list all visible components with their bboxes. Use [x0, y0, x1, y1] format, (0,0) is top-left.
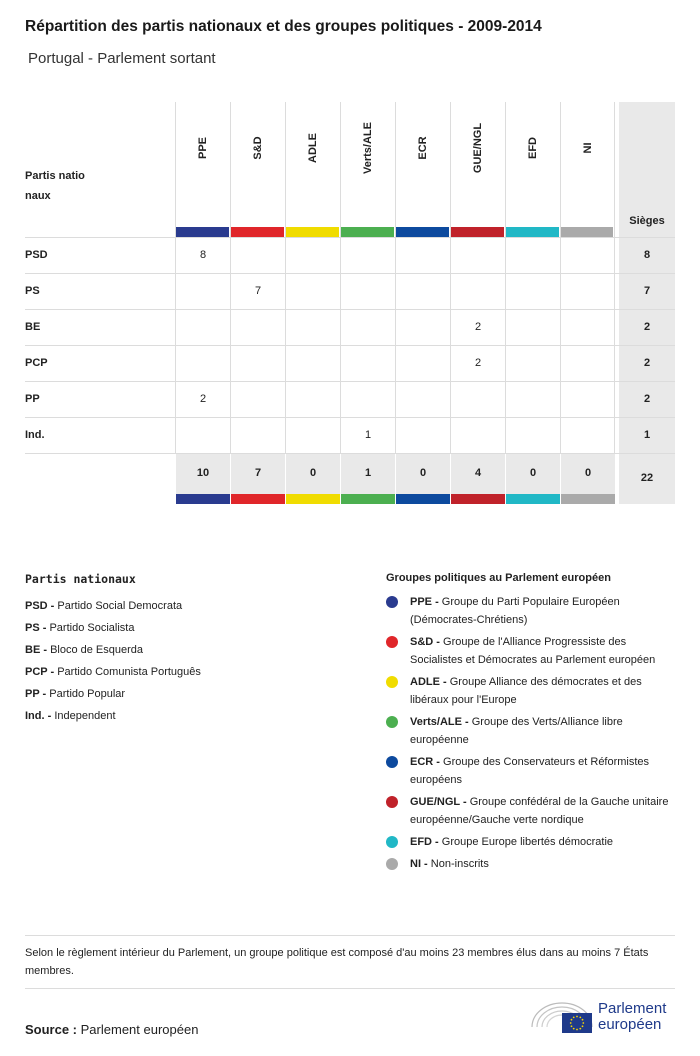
seat-count-cell: 2 — [175, 382, 230, 417]
hemicycle-flag-icon — [528, 997, 596, 1037]
group-color-dot-icon — [386, 716, 398, 728]
group-total-cell — [505, 454, 560, 504]
party-legend-item — [25, 661, 355, 683]
seat-count-cell — [340, 382, 395, 417]
group-color-dot-icon — [386, 676, 398, 688]
group-color-bar — [506, 227, 559, 237]
group-label: Verts/ALE — [362, 122, 374, 174]
group-full-name: Groupe Europe libertés démocratie — [441, 836, 614, 848]
group-total-value: 0 — [396, 454, 450, 494]
group-label: GUE/NGL — [472, 122, 484, 174]
group-total-value: 4 — [451, 454, 505, 494]
page-title: Répartition des partis nationaux et des groupes politiques - 2009-2014 — [25, 18, 542, 35]
group-color-bar — [396, 494, 450, 504]
group-total-cell — [230, 454, 285, 504]
group-color-dot-icon — [386, 636, 398, 648]
seat-count-cell — [340, 346, 395, 381]
seat-count-cell: 2 — [450, 346, 505, 381]
group-column-header — [395, 102, 450, 237]
group-total-cell — [560, 454, 615, 504]
source-line — [25, 1022, 198, 1037]
party-legend-heading: Partis nationaux — [25, 572, 136, 586]
group-color-bar — [341, 494, 395, 504]
group-color-dot-icon — [386, 796, 398, 808]
group-color-bar — [506, 494, 560, 504]
table-row — [25, 237, 675, 273]
seat-count-cell — [175, 346, 230, 381]
table-row — [25, 345, 675, 381]
table-header — [25, 102, 675, 237]
party-legend — [25, 572, 355, 727]
group-color-bar — [451, 227, 504, 237]
seat-count-cell — [175, 418, 230, 453]
seat-count-cell — [505, 418, 560, 453]
seat-count-cell — [395, 346, 450, 381]
group-color-dot-icon — [386, 858, 398, 870]
party-abbr: PP - — [25, 688, 47, 700]
seat-count-cell — [560, 274, 615, 309]
source-value: Parlement européen — [80, 1022, 199, 1037]
group-full-name: Groupe Alliance des démocrates et des libéraux pour l'Europe — [410, 676, 642, 706]
party-name: Ind. — [25, 429, 45, 441]
party-total-cell: 1 — [619, 418, 675, 453]
seat-count-cell — [450, 238, 505, 273]
group-abbr: Verts/ALE - — [410, 716, 469, 728]
seat-count-cell — [230, 418, 285, 453]
group-legend-item — [386, 833, 676, 851]
group-label: ECR — [417, 136, 429, 160]
group-color-bar — [231, 494, 285, 504]
group-color-dot-icon — [386, 596, 398, 608]
seat-count-cell — [230, 310, 285, 345]
group-color-bar — [341, 227, 394, 237]
seat-count-cell — [285, 238, 340, 273]
seat-count-cell — [340, 274, 395, 309]
group-column-header — [285, 102, 340, 237]
party-full-name: Bloco de Esquerda — [50, 644, 144, 656]
group-column-header — [450, 102, 505, 237]
party-total-cell: 2 — [619, 310, 675, 345]
party-name: PSD — [25, 249, 48, 261]
group-column-header — [560, 102, 615, 237]
group-full-name: Groupe de l'Alliance Progressiste des Socialistes et Démocrates au Parlement européen — [410, 636, 656, 666]
group-totals-row — [25, 453, 675, 504]
group-total-cell — [395, 454, 450, 504]
grand-total-cell: 22 — [619, 454, 675, 504]
group-total-value: 10 — [176, 454, 230, 494]
group-total-cell — [340, 454, 395, 504]
group-total-value: 0 — [286, 454, 340, 494]
party-name: PS — [25, 285, 40, 297]
group-label: S&D — [252, 136, 264, 160]
seat-count-cell — [450, 418, 505, 453]
group-color-bar — [286, 494, 340, 504]
seat-count-cell: 1 — [340, 418, 395, 453]
party-full-name: Partido Social Democrata — [57, 600, 183, 612]
party-full-name: Partido Socialista — [49, 622, 135, 634]
party-abbr: Ind. - — [25, 710, 52, 722]
seat-count-cell — [505, 310, 560, 345]
seat-count-cell — [450, 382, 505, 417]
table-row — [25, 273, 675, 309]
group-full-name: Groupe des Conservateurs et Réformistes européens — [410, 756, 650, 786]
group-legend-item — [386, 793, 676, 829]
group-abbr: PPE - — [410, 596, 439, 608]
seat-count-cell — [560, 382, 615, 417]
group-label: PPE — [197, 136, 209, 160]
party-legend-item — [25, 617, 355, 639]
seat-count-cell — [505, 274, 560, 309]
seat-count-cell — [175, 274, 230, 309]
group-full-name: Groupe du Parti Populaire Européen (Démocrates-Chrétiens) — [410, 596, 620, 626]
party-abbr: PCP - — [25, 666, 55, 678]
group-abbr: ECR - — [410, 756, 440, 768]
group-legend-heading: Groupes politiques au Parlement européen — [386, 572, 611, 584]
logo-text — [598, 1001, 666, 1033]
parliament-logo — [528, 997, 678, 1039]
seat-count-cell — [285, 274, 340, 309]
group-label: EFD — [527, 137, 539, 159]
party-total-cell: 2 — [619, 346, 675, 381]
party-full-name: Independent — [54, 710, 116, 722]
group-total-cell — [450, 454, 505, 504]
logo-line-2: européen — [598, 1016, 662, 1033]
seat-count-cell — [230, 238, 285, 273]
group-color-bar — [451, 494, 505, 504]
seat-count-cell — [395, 418, 450, 453]
seat-count-cell — [230, 382, 285, 417]
divider — [25, 935, 675, 936]
group-color-bar — [561, 227, 613, 237]
seat-count-cell — [395, 274, 450, 309]
seat-count-cell — [560, 346, 615, 381]
group-total-value: 0 — [506, 454, 560, 494]
group-color-dot-icon — [386, 836, 398, 848]
party-legend-item — [25, 683, 355, 705]
party-full-name: Partido Comunista Português — [57, 666, 201, 678]
group-color-bar — [396, 227, 449, 237]
group-label: NI — [581, 142, 594, 154]
seat-count-cell — [285, 382, 340, 417]
seat-count-cell — [285, 346, 340, 381]
seat-count-cell — [450, 274, 505, 309]
group-full-name: Groupe des Verts/Alliance libre européenne — [410, 716, 623, 746]
group-total-value: 1 — [341, 454, 395, 494]
party-column-header: Partis nationaux — [25, 170, 85, 202]
party-full-name: Partido Popular — [49, 688, 126, 700]
footnote: Selon le règlement intérieur du Parlement, un groupe politique est composé d'au moins 23 membres élus dans au moins 7 États membres. — [25, 947, 649, 977]
seats-column-header: Sièges — [629, 215, 665, 227]
seat-count-cell — [505, 238, 560, 273]
seat-count-cell — [340, 310, 395, 345]
group-color-bar — [176, 227, 229, 237]
group-abbr: NI - — [410, 858, 428, 870]
seat-count-cell — [395, 310, 450, 345]
party-name: BE — [25, 321, 41, 333]
seat-count-cell — [285, 418, 340, 453]
group-full-name: Non-inscrits — [430, 858, 489, 870]
divider — [25, 988, 675, 989]
party-legend-item — [25, 705, 355, 727]
seat-count-cell: 7 — [230, 274, 285, 309]
party-total-cell: 7 — [619, 274, 675, 309]
group-abbr: ADLE - — [410, 676, 447, 688]
party-total-cell: 2 — [619, 382, 675, 417]
group-total-value: 0 — [561, 454, 615, 494]
group-color-bar — [561, 494, 615, 504]
group-legend-item — [386, 713, 676, 749]
group-column-header — [340, 102, 395, 237]
party-name: PP — [25, 393, 40, 405]
group-column-header — [230, 102, 285, 237]
group-full-name: Groupe confédéral de la Gauche unitaire européenne/Gauche verte nordique — [410, 796, 669, 826]
group-label: ADLE — [307, 133, 319, 163]
table-row — [25, 381, 675, 417]
group-legend-item — [386, 855, 676, 873]
seat-count-cell — [505, 346, 560, 381]
source-label: Source : — [25, 1022, 78, 1037]
seat-count-cell — [560, 418, 615, 453]
seat-count-cell — [340, 238, 395, 273]
seat-count-cell — [395, 382, 450, 417]
group-legend-item — [386, 673, 676, 709]
table-row — [25, 309, 675, 345]
seat-count-cell — [505, 382, 560, 417]
group-legend-item — [386, 753, 676, 789]
group-total-cell — [175, 454, 230, 504]
group-column-header — [505, 102, 560, 237]
party-name: PCP — [25, 357, 48, 369]
group-total-cell — [285, 454, 340, 504]
party-abbr: PSD - — [25, 600, 55, 612]
group-total-value: 7 — [231, 454, 285, 494]
party-abbr: PS - — [25, 622, 47, 634]
seat-count-cell: 8 — [175, 238, 230, 273]
party-abbr: BE - — [25, 644, 47, 656]
group-color-dot-icon — [386, 756, 398, 768]
seat-count-cell — [560, 238, 615, 273]
group-color-bar — [231, 227, 284, 237]
party-legend-item — [25, 639, 355, 661]
logo-line-1: Parlement — [598, 1000, 667, 1017]
party-legend-item — [25, 595, 355, 617]
seat-count-cell — [175, 310, 230, 345]
party-total-cell: 8 — [619, 238, 675, 273]
group-legend — [386, 572, 676, 877]
group-color-bar — [176, 494, 230, 504]
group-color-bar — [286, 227, 339, 237]
group-legend-item — [386, 593, 676, 629]
group-column-header — [175, 102, 230, 237]
seat-count-cell: 2 — [450, 310, 505, 345]
group-abbr: GUE/NGL - — [410, 796, 467, 808]
seat-count-cell — [560, 310, 615, 345]
seat-count-cell — [395, 238, 450, 273]
seat-count-cell — [230, 346, 285, 381]
group-abbr: EFD - — [410, 836, 439, 848]
table-row — [25, 417, 675, 453]
seat-count-cell — [285, 310, 340, 345]
page-subtitle: Portugal - Parlement sortant — [28, 50, 216, 67]
group-legend-item — [386, 633, 676, 669]
seat-distribution-table — [25, 102, 675, 504]
group-abbr: S&D - — [410, 636, 440, 648]
